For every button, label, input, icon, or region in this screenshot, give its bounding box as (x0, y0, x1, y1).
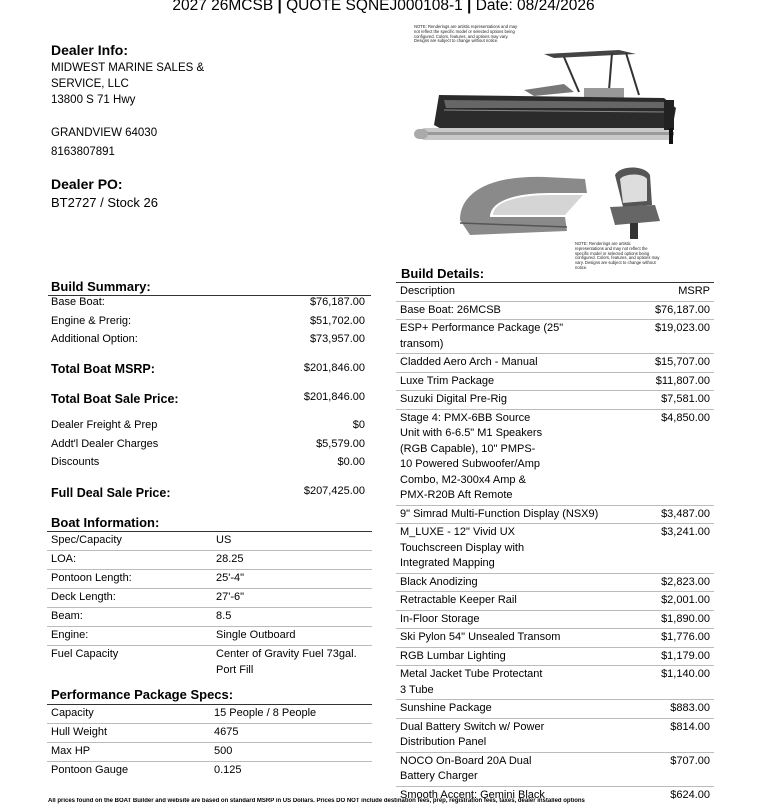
boat-exterior-image (414, 40, 694, 150)
full-deal-value: $207,425.00 (303, 485, 365, 497)
boat-info-label: Pontoon Length: (47, 570, 212, 589)
build-summary-title: Build Summary: (51, 279, 151, 294)
option-description: Metal Jacket Tube Protectant 3 Tube (396, 666, 604, 700)
dealer-address: 13800 S 71 Hwy (51, 94, 136, 106)
performance-label: Capacity (47, 705, 210, 724)
summary-label: Base Boat: (51, 296, 105, 308)
option-price: $7,581.00 (604, 391, 714, 410)
table-row (47, 608, 372, 627)
boat-info-value: 8.5 (212, 608, 372, 627)
table-row (396, 718, 714, 752)
option-description: In-Floor Storage (396, 610, 604, 629)
table-row (396, 610, 714, 629)
performance-value: 4675 (210, 724, 372, 743)
performance-label: Pontoon Gauge (47, 762, 210, 781)
option-description: RGB Lumbar Lighting (396, 647, 604, 666)
full-deal-label: Full Deal Sale Price: (51, 486, 171, 500)
option-description: M_LUXE - 12" Vivid UX Touchscreen Display with Integrated Mapping (396, 524, 604, 574)
boat-info-value: 27'-6" (212, 589, 372, 608)
dealer-phone: 8163807891 (51, 146, 115, 158)
total-msrp-value: $201,846.00 (303, 362, 365, 374)
charge-value: $5,579.00 (316, 438, 365, 450)
table-row (47, 646, 372, 679)
option-description: ESP+ Performance Package (25" transom) (396, 320, 604, 354)
header-separator: | (277, 0, 282, 14)
option-price: $2,001.00 (604, 592, 714, 611)
table-row (396, 391, 714, 410)
option-price: $4,850.00 (604, 409, 714, 505)
pricing-disclaimer: All prices found on the BOAT Builder and website are based on standard MSRP in US Dollars. Prices DO NOT include destination fees, prep, registration fees, taxes, dealer installed options (48, 798, 585, 804)
performance-table (47, 704, 372, 780)
build-details-table (396, 282, 714, 804)
summary-value: $73,957.00 (309, 333, 365, 345)
option-description: Dual Battery Switch w/ Power Distribution Panel (396, 718, 604, 752)
table-row (396, 409, 714, 505)
column-header-description: Description (396, 283, 604, 302)
table-row (47, 762, 372, 781)
performance-title: Performance Package Specs: (51, 687, 234, 702)
table-row (396, 700, 714, 719)
table-row (396, 592, 714, 611)
quote-header (0, 0, 767, 15)
table-row (47, 551, 372, 570)
option-price: $814.00 (604, 718, 714, 752)
table-row (396, 354, 714, 373)
table-row (396, 647, 714, 666)
boat-info-value: US (212, 532, 372, 551)
table-row (47, 627, 372, 646)
table-header-row (396, 283, 714, 302)
render-note: NOTE: Renderings are artistic representations and may not reflect the specific model or selected options being configured. Colors, features, and options may vary. Designs are subject to change without notice. (414, 24, 518, 44)
table-row (396, 666, 714, 700)
summary-value: $76,187.00 (309, 296, 365, 308)
option-description: Base Boat: 26MCSB (396, 301, 604, 320)
charge-label: Discounts (51, 456, 100, 468)
option-price: $1,890.00 (604, 610, 714, 629)
boat-info-label: Beam: (47, 608, 212, 627)
summary-label: Engine & Prerig: (51, 315, 132, 327)
boat-info-label: Deck Length: (47, 589, 212, 608)
header-separator: | (467, 0, 472, 14)
table-row (47, 589, 372, 608)
table-row (396, 573, 714, 592)
summary-label: Additional Option: (51, 333, 138, 345)
dealer-info-block (51, 60, 251, 108)
option-description: Suzuki Digital Pre-Rig (396, 391, 604, 410)
table-row (47, 743, 372, 762)
render-note-small: NOTE: Renderings are artistic representations and may not reflect the specific model or selected options being configured. Colors, features, and options may vary. Designs are subject to change without notice. (575, 241, 660, 270)
quote-date: Date: 08/24/2026 (475, 0, 595, 14)
performance-value: 0.125 (210, 762, 372, 781)
option-price: $1,140.00 (604, 666, 714, 700)
option-price: $1,179.00 (604, 647, 714, 666)
option-price: $707.00 (604, 752, 714, 786)
dealer-po-value: BT2727 / Stock 26 (51, 195, 158, 210)
option-price: $624.00 (604, 786, 714, 804)
charge-value: $0.00 (337, 456, 365, 468)
dealer-info-title: Dealer Info: (51, 42, 129, 58)
total-sale-label: Total Boat Sale Price: (51, 392, 179, 406)
option-description: NOCO On-Board 20A Dual Battery Charger (396, 752, 604, 786)
charge-value: $0 (352, 419, 365, 431)
option-price: $76,187.00 (604, 301, 714, 320)
table-row (47, 705, 372, 724)
table-row (396, 629, 714, 648)
boat-info-value: Single Outboard (212, 627, 372, 646)
dealer-name-line2: SERVICE, LLC (51, 78, 129, 90)
total-msrp-label: Total Boat MSRP: (51, 362, 155, 376)
option-price: $883.00 (604, 700, 714, 719)
boat-info-label: Engine: (47, 627, 212, 646)
option-description: 9" Simrad Multi-Function Display (NSX9) (396, 505, 604, 524)
option-description: Luxe Trim Package (396, 372, 604, 391)
option-price: $2,823.00 (604, 573, 714, 592)
option-description: Retractable Keeper Rail (396, 592, 604, 611)
boat-info-label: Spec/Capacity (47, 532, 212, 551)
performance-label: Max HP (47, 743, 210, 762)
dealer-name-line1: MIDWEST MARINE SALES & (51, 62, 205, 74)
total-sale-value: $201,846.00 (303, 391, 365, 403)
option-description: Black Anodizing (396, 573, 604, 592)
option-price: $3,241.00 (604, 524, 714, 574)
table-row (396, 752, 714, 786)
option-price: $1,776.00 (604, 629, 714, 648)
dealer-city: GRANDVIEW 64030 (51, 127, 158, 139)
table-row (396, 505, 714, 524)
column-header-msrp: MSRP (604, 283, 714, 302)
model-name: 2027 26MCSB (172, 0, 274, 14)
summary-value: $51,702.00 (309, 315, 365, 327)
option-description: Ski Pylon 54" Unsealed Transom (396, 629, 604, 648)
option-price: $11,807.00 (604, 372, 714, 391)
option-description: Sunshine Package (396, 700, 604, 719)
performance-value: 15 People / 8 People (210, 705, 372, 724)
performance-label: Hull Weight (47, 724, 210, 743)
option-description: Stage 4: PMX-6BB Source Unit with 6-6.5" M1 Speakers (RGB Capable), 10" PMPS-10 Powered Subwoofer/Amp Combo, M2-300x4 Amp & PMX-R20B Aft Remote (396, 409, 604, 505)
option-price: $19,023.00 (604, 320, 714, 354)
boat-info-label: Fuel Capacity (47, 646, 212, 679)
build-details-title: Build Details: (401, 266, 485, 281)
option-description: Smooth Accent: Gemini Black (396, 786, 604, 804)
performance-value: 500 (210, 743, 372, 762)
boat-interior-image (455, 165, 665, 245)
boat-info-value: 25'-4" (212, 570, 372, 589)
table-row (396, 301, 714, 320)
boat-info-label: LOA: (47, 551, 212, 570)
boat-info-value: Center of Gravity Fuel 73gal. Port Fill (212, 646, 372, 679)
charge-label: Dealer Freight & Prep (51, 419, 158, 431)
boat-info-value: 28.25 (212, 551, 372, 570)
table-row (47, 724, 372, 743)
boat-info-table (47, 531, 372, 678)
table-row (47, 532, 372, 551)
option-price: $15,707.00 (604, 354, 714, 373)
table-row (396, 320, 714, 354)
charge-label: Addt'l Dealer Charges (51, 438, 159, 450)
option-description: Cladded Aero Arch - Manual (396, 354, 604, 373)
dealer-po-title: Dealer PO: (51, 176, 123, 192)
boat-info-title: Boat Information: (51, 515, 160, 530)
table-row (396, 524, 714, 574)
table-row (396, 372, 714, 391)
option-price: $3,487.00 (604, 505, 714, 524)
table-row (47, 570, 372, 589)
quote-number: QUOTE SQNEJ000108-1 (286, 0, 463, 14)
